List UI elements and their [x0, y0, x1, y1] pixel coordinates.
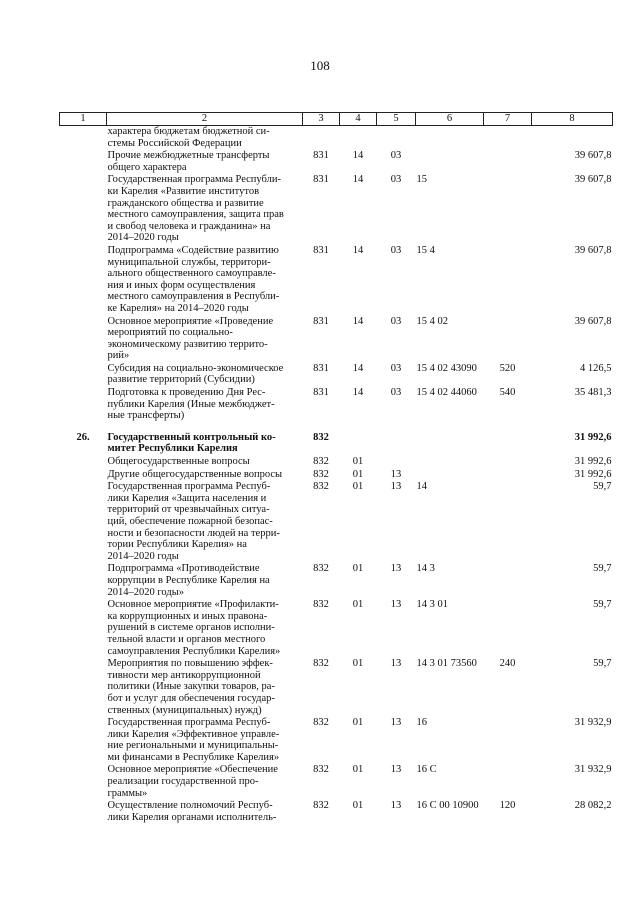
- row-number-cell: [60, 480, 107, 562]
- target-article-cell: [416, 468, 484, 481]
- section-code-cell: [340, 126, 377, 150]
- column-header: 2: [107, 113, 303, 126]
- amount-cell: 39 607,8: [574, 150, 612, 162]
- item-name-cell: Другие общегосударственные вопросы: [107, 468, 283, 480]
- row-number-cell: [60, 244, 107, 315]
- column-header: 6: [416, 113, 484, 126]
- amount-cell: 31 932,9: [574, 717, 612, 729]
- table-row: [60, 126, 613, 150]
- ministry-code-cell: 831: [313, 174, 329, 186]
- table-row: [60, 386, 613, 422]
- expense-type-cell: [484, 716, 532, 763]
- subsection-code-cell: 03: [390, 150, 402, 162]
- subsection-code-cell: [377, 455, 416, 468]
- row-number-cell: [60, 173, 107, 244]
- section-code-cell: [340, 422, 377, 455]
- row-number-cell: [60, 315, 107, 362]
- item-name-cell: Общегосударственные вопросы: [107, 456, 250, 468]
- ministry-code-cell: 832: [313, 481, 329, 493]
- expense-type-cell: [484, 149, 532, 173]
- amount-cell: [532, 126, 613, 150]
- row-number-cell: [60, 126, 107, 150]
- row-number-cell: [60, 799, 107, 823]
- expense-type-cell: [484, 422, 532, 455]
- column-header: 3: [303, 113, 340, 126]
- ministry-code-cell: 831: [313, 362, 329, 374]
- amount-cell: 31 992,6: [574, 431, 612, 443]
- target-article-cell: 14: [416, 481, 427, 493]
- section-code-cell: 01: [352, 563, 364, 575]
- subsection-code-cell: 13: [390, 599, 402, 611]
- amount-cell: 39 607,8: [574, 174, 612, 186]
- item-name-cell: Осуществление полномочий Респуб- лики Карелия органами исполнитель-: [107, 800, 277, 823]
- item-name-cell: Государственная программа Респуб- лики Карелия «Эффективное управле- ние региональными и муниципальны- ми финансами в Республике Карелия»: [107, 717, 280, 763]
- subsection-code-cell: [377, 126, 416, 150]
- section-code-cell: 14: [352, 315, 364, 327]
- section-code-cell: 01: [352, 764, 364, 776]
- item-name-cell: Государственный контрольный ко- митет Республики Карелия: [107, 431, 276, 455]
- section-code-cell: 14: [352, 362, 364, 374]
- subsection-code-cell: 03: [390, 387, 402, 399]
- expense-type-cell: [484, 315, 532, 362]
- target-article-cell: 16 С 00 10900: [416, 800, 479, 812]
- subsection-code-cell: 03: [390, 362, 402, 374]
- row-number-cell: [60, 562, 107, 598]
- target-article-cell: [416, 422, 484, 455]
- table-body: [60, 126, 613, 824]
- amount-cell: 39 607,8: [574, 244, 612, 256]
- section-code-cell: 01: [352, 717, 364, 729]
- section-code-cell: 01: [352, 800, 364, 812]
- expense-type-cell: [484, 480, 532, 562]
- table-row: [60, 468, 613, 481]
- table-row: [60, 422, 613, 455]
- table-row: [60, 562, 613, 598]
- row-number-cell: [60, 657, 107, 716]
- amount-cell: 59,7: [593, 563, 612, 575]
- budget-table: [59, 112, 613, 823]
- column-header: 1: [60, 113, 107, 126]
- section-code-cell: 14: [352, 387, 364, 399]
- item-name-cell: Прочие межбюджетные трансферты общего характера: [107, 150, 270, 173]
- section-code-cell: 01: [352, 599, 364, 611]
- ministry-code-cell: 832: [313, 563, 329, 575]
- row-number-cell: [60, 598, 107, 657]
- item-name-cell: характера бюджетам бюджетной си- стемы Российской Федерации: [107, 126, 270, 149]
- ministry-code-cell: 831: [313, 150, 329, 162]
- table-row: [60, 598, 613, 657]
- item-name-cell: Подготовка к проведению Дня Рес- публики Карелия (Иные межбюджет- ные трансферты): [107, 387, 275, 422]
- subsection-code-cell: 03: [390, 244, 402, 256]
- target-article-cell: [416, 149, 484, 173]
- table-row: [60, 763, 613, 799]
- expense-type-cell: [484, 126, 532, 150]
- table-row: [60, 173, 613, 244]
- amount-cell: 35 481,3: [574, 387, 612, 399]
- table-row: [60, 315, 613, 362]
- ministry-code-cell: 832: [313, 599, 329, 611]
- expense-type-cell: 240: [499, 658, 516, 670]
- ministry-code-cell: 832: [313, 717, 329, 729]
- target-article-cell: 15 4 02: [416, 315, 448, 327]
- amount-cell: 31 932,9: [574, 764, 612, 776]
- subsection-code-cell: 13: [390, 563, 402, 575]
- amount-cell: 28 082,2: [574, 800, 612, 812]
- subsection-code-cell: 13: [390, 658, 402, 670]
- column-header: 5: [377, 113, 416, 126]
- section-code-cell: 01: [352, 481, 364, 493]
- section-code-cell: 01: [352, 658, 364, 670]
- table-header-row: [60, 113, 613, 126]
- subsection-code-cell: 03: [390, 174, 402, 186]
- expense-type-cell: 520: [499, 362, 516, 374]
- target-article-cell: 15: [416, 174, 427, 186]
- amount-cell: 39 607,8: [574, 315, 612, 327]
- table-row: [60, 716, 613, 763]
- subsection-code-cell: 13: [390, 481, 402, 493]
- ministry-code-cell: 832: [313, 800, 329, 812]
- section-code-cell: 14: [352, 244, 364, 256]
- section-code-cell: 01: [352, 468, 364, 480]
- expense-type-cell: [484, 562, 532, 598]
- section-code-cell: 01: [352, 456, 364, 468]
- amount-cell: 31 992,6: [574, 468, 612, 480]
- row-number-cell: [60, 386, 107, 422]
- table-row: [60, 480, 613, 562]
- amount-cell: 59,7: [593, 658, 612, 670]
- ministry-code-cell: 832: [313, 764, 329, 776]
- expense-type-cell: [484, 763, 532, 799]
- expense-type-cell: 540: [499, 387, 516, 399]
- subsection-code-cell: [377, 422, 416, 455]
- target-article-cell: 15 4: [416, 244, 435, 256]
- amount-cell: 59,7: [593, 481, 612, 493]
- subsection-code-cell: 13: [390, 764, 402, 776]
- row-number-cell: [60, 149, 107, 173]
- expense-type-cell: [484, 468, 532, 481]
- table-row: [60, 455, 613, 468]
- amount-cell: 59,7: [593, 599, 612, 611]
- ministry-code-cell: 832: [313, 468, 329, 480]
- target-article-cell: 15 4 02 43090: [416, 362, 477, 374]
- column-header: 4: [340, 113, 377, 126]
- table-row: [60, 149, 613, 173]
- item-name-cell: Основное мероприятие «Проведение мероприятий по социально- экономическому развитию террито- рий»: [107, 315, 274, 362]
- table-row: [60, 362, 613, 386]
- target-article-cell: 14 3 01 73560: [416, 658, 477, 670]
- target-article-cell: 16 С: [416, 764, 437, 776]
- expense-type-cell: [484, 173, 532, 244]
- row-number-cell: [60, 716, 107, 763]
- section-code-cell: 14: [352, 150, 364, 162]
- ministry-code-cell: 832: [313, 431, 329, 443]
- row-number-cell: [60, 455, 107, 468]
- ministry-code-cell: 831: [313, 315, 329, 327]
- item-name-cell: Подпрограмма «Содействие развитию муниципальной службы, территори- ального общественного самоуправле- ния и иных форм осуществления местного самоуправления в Республи- ке Карелия» на 2014–2020 годы: [107, 244, 280, 314]
- section-code-cell: 14: [352, 174, 364, 186]
- target-article-cell: 15 4 02 44060: [416, 387, 477, 399]
- row-number-cell: [60, 362, 107, 386]
- item-name-cell: Основное мероприятие «Профилакти- ка коррупционных и иных правона- рушений в системе органов исполни- тельной власти и органов местного самоуправления Республики Карелия»: [107, 599, 281, 657]
- table-row: [60, 799, 613, 823]
- item-name-cell: Подпрограмма «Противодействие коррупции в Республике Карелия на 2014–2020 годы»: [107, 563, 270, 598]
- target-article-cell: [416, 455, 484, 468]
- ministry-code-cell: 831: [313, 387, 329, 399]
- item-name-cell: Основное мероприятие «Обеспечение реализации государственной про- граммы»: [107, 764, 278, 799]
- subsection-code-cell: 13: [390, 468, 402, 480]
- column-header: 7: [484, 113, 532, 126]
- expense-type-cell: [484, 244, 532, 315]
- item-name-cell: Субсидия на социально-экономическое развитие территорий (Субсидии): [107, 362, 284, 386]
- ministry-code-cell: 831: [313, 244, 329, 256]
- item-name-cell: Государственная программа Респуб- лики Карелия «Защита населения и территорий от чрезвычайных ситуа- ций, обеспечение пожарной безопас- ности и безопасности людей на терри- тории Республики Карелия» на 2014–2020 годы: [107, 481, 280, 562]
- subsection-code-cell: 03: [390, 315, 402, 327]
- expense-type-cell: [484, 455, 532, 468]
- row-number-cell: [60, 468, 107, 481]
- target-article-cell: 16: [416, 717, 427, 729]
- target-article-cell: [416, 126, 484, 150]
- target-article-cell: 14 3 01: [416, 599, 448, 611]
- item-name-cell: Государственная программа Республи- ки Карелия «Развитие институтов гражданского общества и развитие местного самоуправления, защита прав и свобод человека и гражданина» на 2014–2020 годы: [107, 174, 284, 244]
- ministry-code-cell: [303, 126, 340, 150]
- column-header: 8: [532, 113, 613, 126]
- expense-type-cell: [484, 598, 532, 657]
- amount-cell: 4 126,5: [580, 362, 612, 374]
- expense-type-cell: 120: [499, 800, 516, 812]
- target-article-cell: 14 3: [416, 563, 435, 575]
- ministry-code-cell: 832: [313, 658, 329, 670]
- row-number-cell: [60, 763, 107, 799]
- row-number-cell: 26.: [76, 431, 90, 443]
- amount-cell: 31 992,6: [574, 456, 612, 468]
- subsection-code-cell: 13: [390, 800, 402, 812]
- subsection-code-cell: 13: [390, 717, 402, 729]
- ministry-code-cell: 832: [313, 456, 329, 468]
- table-row: [60, 244, 613, 315]
- table-row: [60, 657, 613, 716]
- page-number: 108: [310, 58, 330, 73]
- item-name-cell: Мероприятия по повышению эффек- тивности мер антикоррупционной политики (Иные закупки товаров, ра- бот и услуг для обеспечения государ- ственных (муниципальных) нужд): [107, 658, 275, 716]
